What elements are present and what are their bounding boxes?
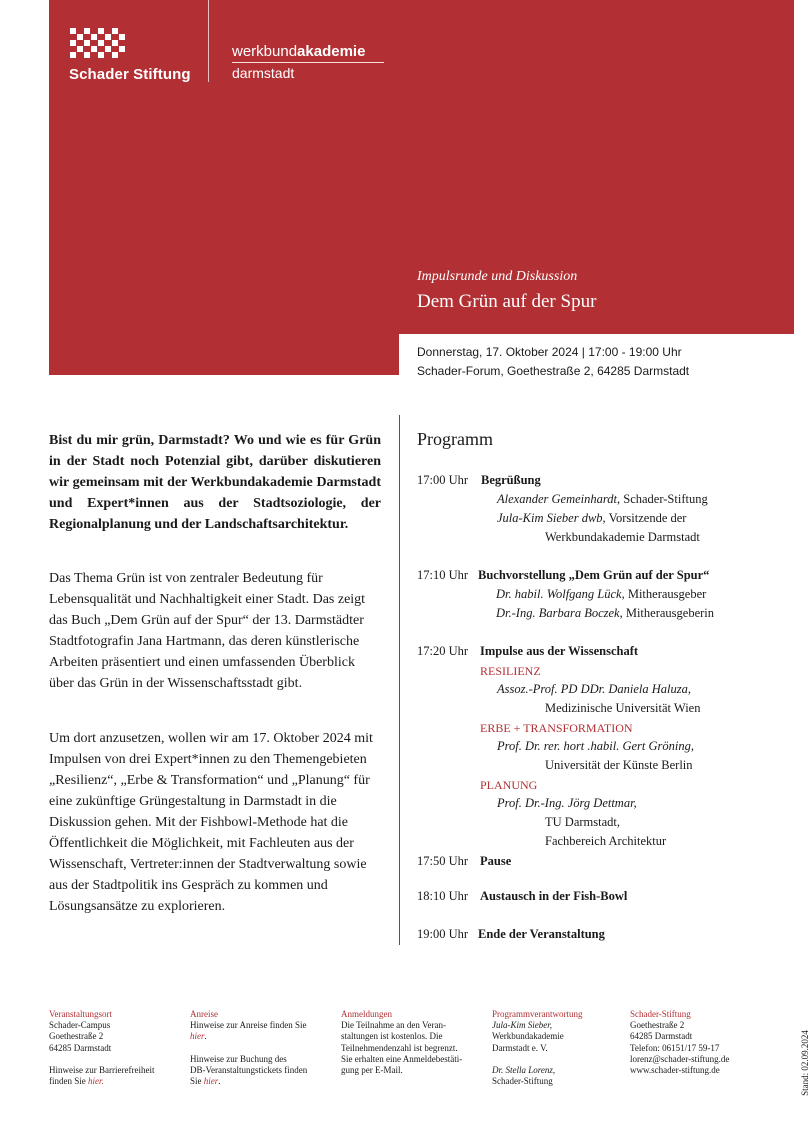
speaker-org: Medizinische Universität Wien [545, 701, 701, 715]
session-time: 17:00 Uhr [417, 473, 469, 487]
partner-underline [232, 62, 384, 63]
header-banner [49, 0, 794, 375]
speaker-org: Fachbereich Architektur [545, 834, 667, 848]
column-divider [399, 415, 400, 945]
session-title: Begrüßung [481, 473, 541, 487]
footer-venue: Veranstaltungsort Schader-Campus Goethestraße 2 64285 Darmstadt Hinweise zur Barrierefreiheit finden Sie hier. [49, 1009, 155, 1087]
session-title: Impulse aus der Wissenschaft [480, 644, 639, 658]
section-label: ERBE + TRANSFORMATION [480, 721, 633, 735]
intro-paragraph: Das Thema Grün ist von zentraler Bedeutung für Lebensqualität und Nachhaltigkeit einer Stadt. Das zeigt das Buch „Dem Grün auf der Spur“ der 13. Darmstädter Stadtfotografin Jana Hartmann, das deren künstlerische Arbeiten präsentiert und einen umfassenden Überblick über das Grün in der Wissenschaftsstadt gibt. [49, 571, 366, 691]
intro-paragraph: Um dort anzusetzen, wollen wir am 17. Oktober 2024 mit Impulsen von drei Expert*innen zu den Themengebieten „Resilienz“, „Erbe & Transformation“ und „Planung“ für eine zukünftige Grüngestaltung in Darmstadt in die Diskussion gehen. Mit der Fishbowl-Methode hat die Öffentlichkeit die Möglichkeit, mit Fachleuten aus der Wissenschaft, Vertreter:innen der Stadtverwaltung sowie aus der Stadtpolitik ins Gespräch zu kommen und Lösungsansätze zu explorieren. [49, 731, 373, 914]
partner-city: darmstadt [232, 65, 295, 81]
session-title: Pause [480, 854, 512, 868]
speaker-org: TU Darmstadt, [545, 815, 620, 829]
org-name: Schader Stiftung [69, 66, 191, 83]
speaker-name: Prof. Dr. rer. hort .habil. Gert Gröning, [497, 739, 695, 753]
session-time: 18:10 Uhr [417, 889, 469, 903]
speaker-name: Assoz.-Prof. PD DDr. Daniela Haluza, [497, 682, 691, 696]
speaker-name: Prof. Dr.-Ing. Jörg Dettmar, [497, 796, 637, 810]
website-link[interactable]: www.schader-stiftung.de [630, 1065, 720, 1076]
footer-registration: Anmeldungen Die Teilnahme an den Veran- staltungen ist kostenlos. Die Teilnehmendenzahl ist begrenzt. Sie erhalten eine Anmeldebestäti- gung per E-Mail. [341, 1009, 463, 1076]
speaker-org: Universität der Künste Berlin [545, 758, 693, 772]
footer-contact: Schader-Stiftung Goethestraße 2 64285 Darmstadt Telefon: 06151/17 59-17 lorenz@schader-stiftung.de www.schader-stiftung.de [630, 1009, 730, 1076]
intro-lead: Bist du mir grün, Darmstadt? Wo und wie es für Grün in der Stadt noch Potenzial gibt, darüber diskutieren wir gemeinsam mit der Werkbundakademie Darmstadt und Expert*innen aus der Stadtsoziologie, der Regionalplanung und der Landschaftsarchitektur. [49, 433, 381, 532]
session-time: 19:00 Uhr [417, 927, 469, 941]
session-time: 17:20 Uhr [417, 644, 469, 658]
session-title: Buchvorstellung „Dem Grün auf der Spur“ [478, 568, 710, 582]
speaker: Dr. habil. Wolfgang Lück, Mitherausgeber [496, 587, 707, 601]
event-place: Schader-Forum, Goethestraße 2, 64285 Darmstadt [417, 364, 690, 378]
logo-divider [208, 0, 209, 82]
partner-name: werkbundakademie [232, 43, 366, 60]
footer-travel: Anreise Hinweise zur Anreise finden Sie hier. Hinweise zur Buchung des DB-Veranstaltungstickets finden Sie hier. [190, 1009, 308, 1087]
session-title: Austausch in der Fish-Bowl [480, 889, 628, 903]
event-title: Dem Grün auf der Spur [417, 291, 597, 312]
event-kind: Impulsrunde und Diskussion [417, 269, 578, 284]
section-label: PLANUNG [480, 778, 538, 792]
email-link[interactable]: lorenz@schader-stiftung.de [630, 1053, 730, 1064]
session-time: 17:10 Uhr [417, 568, 469, 582]
section-label: RESILIENZ [480, 664, 541, 678]
event-date: Donnerstag, 17. Oktober 2024 | 17:00 - 19:00 Uhr [417, 345, 682, 359]
speaker: Dr.-Ing. Barbara Boczek, Mitherausgeberin [496, 606, 715, 620]
travel-link[interactable]: hier [190, 1031, 205, 1042]
ticket-link[interactable]: hier [203, 1076, 219, 1087]
program-title: Programm [417, 429, 493, 449]
speaker-org: Werkbundakademie Darmstadt [545, 530, 700, 544]
footer-responsibility: Programmverantwortung Jula-Kim Sieber, Werkbundakademie Darmstadt e. V. Dr. Stella Lorenz, Schader-Stiftung [492, 1009, 583, 1087]
speaker: Jula-Kim Sieber dwb, Vorsitzende der [497, 511, 687, 525]
speaker: Alexander Gemeinhardt, Schader-Stiftung [497, 492, 708, 506]
session-title: Ende der Veranstaltung [478, 927, 605, 941]
status-date: Stand: 02.09.2024 [799, 1030, 810, 1096]
accessibility-link[interactable]: hier. [88, 1076, 104, 1087]
session-time: 17:50 Uhr [417, 854, 469, 868]
schader-logo-icon [70, 28, 126, 58]
